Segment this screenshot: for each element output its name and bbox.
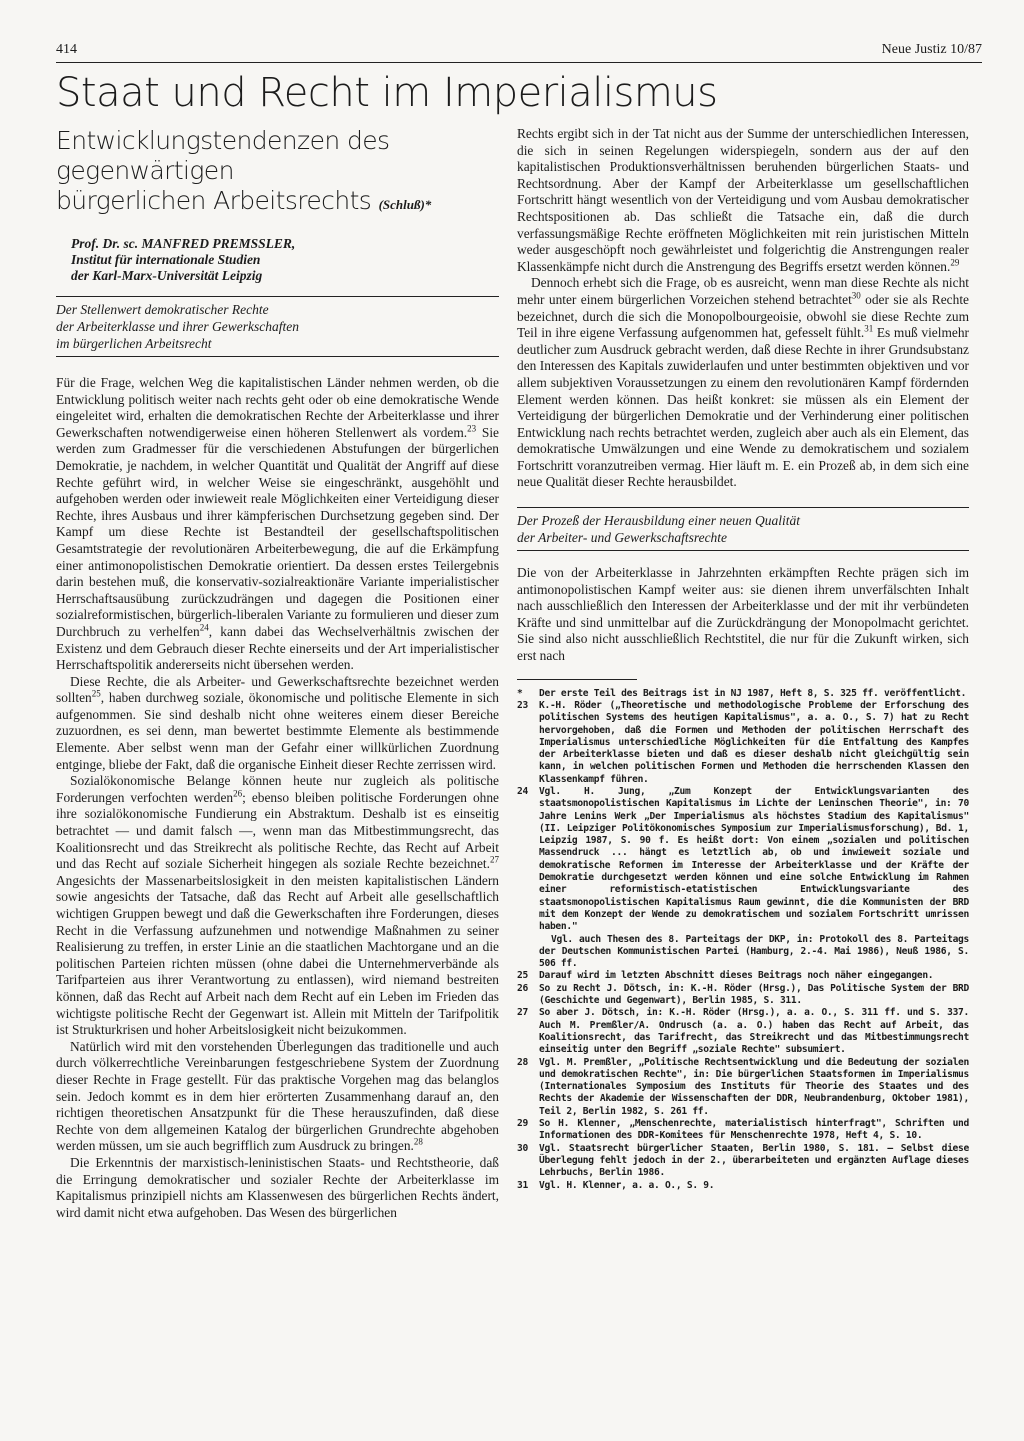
right-body-text — [517, 126, 969, 491]
footnote: 27 So aber J. Dötsch, in: K.-H. Röder (Hrsg.), a. a. O., S. 311 ff. und S. 337. Auch M. Premßler/A. Ondrusch (a. a. O.) haben das Recht auf Arbeit, das Koalitionsrecht, das Tarifrecht, das Streikrecht und das Mitbestimmungsrecht einseitig unter den Begriff „soziale Rechte" subsumiert. — [517, 1007, 969, 1056]
subheading-2-line-1: Der Prozeß der Herausbildung einer neuen Qualität — [517, 513, 800, 529]
right-body-text-2 — [517, 565, 969, 665]
article-title-line-2: bürgerlichen Arbeitsrechts — [56, 186, 372, 215]
subheading-2 — [517, 508, 969, 550]
journal-issue: Neue Justiz 10/87 — [881, 42, 982, 57]
footnote: 24 Vgl. H. Jung, „Zum Konzept der Entwicklungsvarianten des staatsmonopolistischen Kapitalismus im Lichte der Leninschen Theorie", in: 70 Jahre Lenins Werk „Der Imperialismus als höchstes Stadium des Kapitalismus" (II. Leipziger Politökonomisches Symposium zur Imperialismusforschung), Bd. 1, Leipzig 1987, S. 90 f. Es heißt dort: Von einem „sozialen und politischen Massendruck ... hängt es letztlich ab, ob und inwieweit soziale und demokratische Reformen im Interesse der Arbeiterklasse und der Kräfte der Demokratie durchgesetzt werden können und eine solche Entwicklung im Rahmen einer reformistisch-etatistischen Entwicklungsvariante des staatsmonopolistischen Kapitalismus Raum gewinnt, die die Kommunisten der BRD mit dem Konzept der Wende zu demokratischem und sozialem Fortschritt umrissen haben." — [517, 786, 969, 933]
subheading-1 — [56, 297, 499, 356]
article-title — [56, 126, 499, 220]
footnote: 28 Vgl. M. Premßler, „Politische Rechtsentwicklung und die Bedeutung der sozialen und demokratischen Rechte", in: Die bürgerlichen Staatsformen im Imperialismus (Internationales Symposium des Instituts für Theorie des Staates und des Rechts der Akademie der Wissenschaften der DDR, Neubrandenburg, Oktober 1981), Teil 2, Berlin 1982, S. 261 ff. — [517, 1056, 969, 1117]
footnote-rule — [517, 679, 637, 680]
paragraph: Sozialökonomische Belange können heute nur zugleich als politische Forderungen verfochten werden$^{26}$; ebenso bleiben politische Forderungen ohne ihre sozialökonomische Fundierung ein Abstraktum. Deshalb ist es einseitig betrachtet — und damit falsch —, wenn man das Mitbestimmungsrecht, das Koalitionsrecht und das Streikrecht als politische Rechte, das Recht auf Arbeit und das Recht auf soziale Sicherheit hingegen als soziale Rechte bezeichnet.$^{27}$ Angesichts der Massenarbeitslosigkeit in den meisten kapitalistischen Ländern sowie angesichts der Tatsache, daß das Recht auf Arbeit alle gesellschaftlich wichtigen Gruppen bewegt und daß die Gewerkschaften ihre Forderungen, dieses Recht in die Verfassung aufzunehmen und notwendige Maßnahmen zu seiner Realisierung zu treffen, in erster Linie an die staatlichen Machtorgane und an die politischen Parteien richten müssen (ohne dabei die Unternehmerverbände als Tarifparteien aus ihrer Verantwortung zu entlassen), wird niemand bestreiten können, daß das Recht auf Arbeit nach dem Recht auf ein Leben im Frieden das wichtigste politische Recht der Gegenwart ist. Allein mit Mitteln der Tarifpolitik ist Strukturkrisen und hoher Arbeitslosigkeit nicht beizukommen. — [56, 773, 499, 1038]
article-title-line-1: Entwicklungstendenzen des gegenwärtigen — [56, 126, 390, 185]
subhead-rule-bottom — [56, 356, 499, 357]
footnote: 25 Darauf wird im letzten Abschnitt dieses Beitrags noch näher eingegangen. — [517, 970, 934, 982]
footnote: 30 Vgl. Staatsrecht bürgerlicher Staaten, Berlin 1980, S. 181. — Selbst diese Überlegung fehlt jedoch in der 2., überarbeiteten und ergänzten Auflage dieses Lehrbuchs, Berlin 1986. — [517, 1142, 969, 1179]
footnote: * Der erste Teil des Beitrags ist in NJ 1987, Heft 8, S. 325 ff. veröffentlicht. — [517, 687, 967, 699]
footnote: 26 So zu Recht J. Dötsch, in: K.-H. Röder (Hrsg.), Das Politische System der BRD (Geschichte und Gegenwart), Berlin 1985, S. 311. — [517, 982, 969, 1007]
subheading-1-line-2: der Arbeiterklasse und ihrer Gewerkschaften — [56, 319, 299, 334]
paragraph: Dennoch erhebt sich die Frage, ob es ausreicht, wenn man diese Rechte als nicht mehr unter einem bürgerlichen Vorzeichen stehend betrachtet$^{30}$ oder sie als Rechte bezeichnet, durch die sich die Monopolbourgeoisie, obwohl sie diese Rechte zum Teil in ihre eigene Verfassung aufgenommen hat, gefesselt fühlt.$^{31}$ Es muß vielmehr deutlicher zum Ausdruck gebracht werden, daß diese Rechte in ihrer Grundsubstanz den Interessen des Kapitals zuwiderlaufen und unter bestimmten objektiven und vor allem subjektiven Voraussetzungen zu einem den revolutionären Kampf fördernden Element werden können. Das heißt konkret: sie müssen als ein Element der Verteidigung der bürgerlichen Demokratie und der Verhinderung einer politischen Entwicklung nach rechts betrachtet werden, zugleich aber auch als ein Element, das demokratische Umwälzungen und eine Wende zu demokratischem und sozialem Fortschritt voranzutreiben vermag. Hier läuft m. E. ein Prozeß ab, in dem sich eine neue Qualität dieser Rechte herausbildet. — [517, 275, 969, 490]
left-body-text — [56, 375, 499, 1221]
subhead2-rule-bottom — [517, 550, 969, 551]
footnote: 31 Vgl. H. Klenner, a. a. O., S. 9. — [517, 1179, 715, 1191]
author-name: Prof. Dr. sc. MANFRED PREMSSLER, — [71, 236, 296, 251]
paragraph: Natürlich wird mit den vorstehenden Überlegungen das traditionelle und auch durch völkerrechtliche Vereinbarungen festgeschriebene System der Zuordnung dieser Rechte in Frage gestellt. Für das praktische Vorgehen mag das belanglos sein. Jedoch kommt es in dem hier erörterten Zusammenhang darauf an, den richtigen theoretischen Ansatzpunkt für die These herauszufinden, daß diese Rechte von dem allgemeinen Katalog der bürgerlichen Grundrechte abgehoben werden müssen, um sie auch begrifflich zum Ausdruck zu bringen.$^{28}$ — [56, 1038, 499, 1154]
section-title: Staat und Recht im Imperialismus — [56, 70, 718, 116]
footnote: 29 So H. Klenner, „Menschenrechte, materialistisch hinterfragt", Schriften und Informationen des DDR-Komitees für Menschenrechte 1978, Heft 4, S. 10. — [517, 1118, 969, 1142]
running-head — [56, 42, 982, 64]
paragraph: Die von der Arbeiterklasse in Jahrzehnten erkämpften Rechte prägen sich im antimonopolistischen Kampf weiter aus: sie dienen ihrem unverfälschten Inhalt nach ausschließlich den Interessen der Arbeiterklasse und der mit ihr verbündeten Kräfte und sind unmittelbar auf die Zurückdrängung der Monopolmacht gerichtet. Sie sind also nicht ausschließlich Rechtstitel, die nur für die Zukunft wirken, sich erst nach — [517, 565, 969, 664]
right-column — [517, 126, 969, 1192]
footnote: Vgl. auch Thesen des 8. Parteitags der DKP, in: Protokoll des 8. Parteitags der Deutschen Kommunistischen Partei (Hamburg, 2.-4. Mai 1986), Neuß 1986, S. 506 ff. — [539, 933, 969, 970]
author-institute: Institut für internationale Studien — [71, 252, 261, 267]
paragraph: Für die Frage, welchen Weg die kapitalistischen Länder nehmen werden, ob die Entwicklung politisch weiter nach rechts geht oder ob eine demokratische Wende eingeleitet wird, erhalten die demokratischen Rechte der Arbeiterklasse und ihrer Gewerkschaften notwendigerweise einen höheren Stellenwert als vordem.$^{23}$ Sie werden zum Gradmesser für die verschiedenen Abstufungen der bürgerlichen Demokratie, je nachdem, in welcher Quantität und Qualität der Angriff auf diese Rechte geführt wird, in welcher Weise sie eingeschränkt, ausgehöhlt und aufgehoben werden oder inwieweit reale Möglichkeiten einer Verteidigung dieser Rechte, ihres Ausbaus und ihrer kämpferischen Durchsetzung gegeben sind. Der Kampf um diese Rechte ist Bestandteil der gesellschaftspolitischen Gesamtstrategie der revolutionären Arbeiterbewegung, die auf die Erkämpfung einer antimonopolistischen Demokratie orientiert. Da dessen erstes Teilergebnis darin bestehen muß, die konservativ-sozialreaktionäre Variante imperialistischer Herrschaftsausübung zurückzudrängen und dagegen die Positionen einer sozialreformistischen, bürgerlich-liberalen Variante zu formulieren und dieser zum Durchbruch zu verhelfen$^{24}$, kann dabei das Wechselverhältnis zwischen der Existenz und dem Gebrauch dieser Rechte einerseits und der Art imperialistischer Herrschaftspolitik andererseits nicht übersehen werden. — [56, 375, 499, 673]
left-column — [56, 126, 499, 1221]
paragraph: Rechts ergibt sich in der Tat nicht aus der Summe der unterschiedlichen Interessen, die sich in seinen Regelungen widerspiegeln, sondern aus der auf den kapitalistischen Produktionsverhältnissen beruhenden bürgerlichen Staats- und Rechtsordnung. Aber der Kampf der Arbeiterklasse um gesellschaftlichen Fortschritt hängt wesentlich von der Verteidigung und vom Ausbau demokratischer Rechtspositionen ab. Das schließt die Tatsache ein, daß die durch verfassungsmäßige Rechte eröffneten Möglichkeiten mit rein juristischen Mitteln weder ausgeschöpft noch gewährleistet und folgerichtig die Anstrengungen realer Klassenkämpfe nicht durch die Anstrengung des Begriffs ersetzt werden können.$^{29}$ — [517, 126, 969, 274]
page-number: 414 — [56, 42, 77, 57]
paragraph: Diese Rechte, die als Arbeiter- und Gewerkschaftsrechte bezeichnet werden sollten$^{25}$, haben durchweg soziale, ökonomische und politische Elemente in sich aufgenommen. Sie sind deshalb nicht ohne weiteres einem dieser Bereiche zuzuordnen, es sei denn, man bewertet bestimmte Elemente als bestimmende Elemente. Aber selbst wenn man der Gefahr einer willkürlichen Zuordnung entginge, bliebe der Fakt, daß die organische Einheit dieser Rechte zerrissen wird. — [56, 673, 499, 772]
footnote: 23 K.-H. Röder („Theoretische und methodologische Probleme der Erforschung des politischen Systems des heutigen Kapitalismus", a. a. O., S. 7) hat zu Recht hervorgehoben, daß die Formen und Methoden der politischen Herrschaft des Imperialismus unterschiedliche Möglichkeiten für die Entfaltung des Kampfes der Arbeiterklasse bieten und daß es dieser deshalb nicht gleichgültig sein kann, in welchen politischen Formen und Methoden die herrschenden Klassen den Klassenkampf führen. — [517, 699, 969, 785]
subheading-1-line-3: im bürgerlichen Arbeitsrecht — [56, 336, 212, 351]
subheading-1-line-1: Der Stellenwert demokratischer Rechte — [56, 302, 269, 317]
article-title-suffix: (Schluß)* — [378, 197, 432, 212]
author-university: der Karl-Marx-Universität Leipzig — [71, 268, 263, 283]
author-block — [71, 236, 499, 284]
header-rule — [56, 62, 982, 63]
paragraph: Die Erkenntnis der marxistisch-leninistischen Staats- und Rechtstheorie, daß die Erringung demokratischer und sozialer Rechte der Arbeiterklasse im Kapitalismus prinzipiell nichts am Klassenwesen des bürgerlichen Rechts ändert, wird damit nicht etwa aufgehoben. Das Wesen des bürgerlichen — [56, 1154, 499, 1220]
footnotes — [517, 688, 969, 1192]
subheading-2-line-2: der Arbeiter- und Gewerkschaftsrechte — [517, 530, 728, 546]
